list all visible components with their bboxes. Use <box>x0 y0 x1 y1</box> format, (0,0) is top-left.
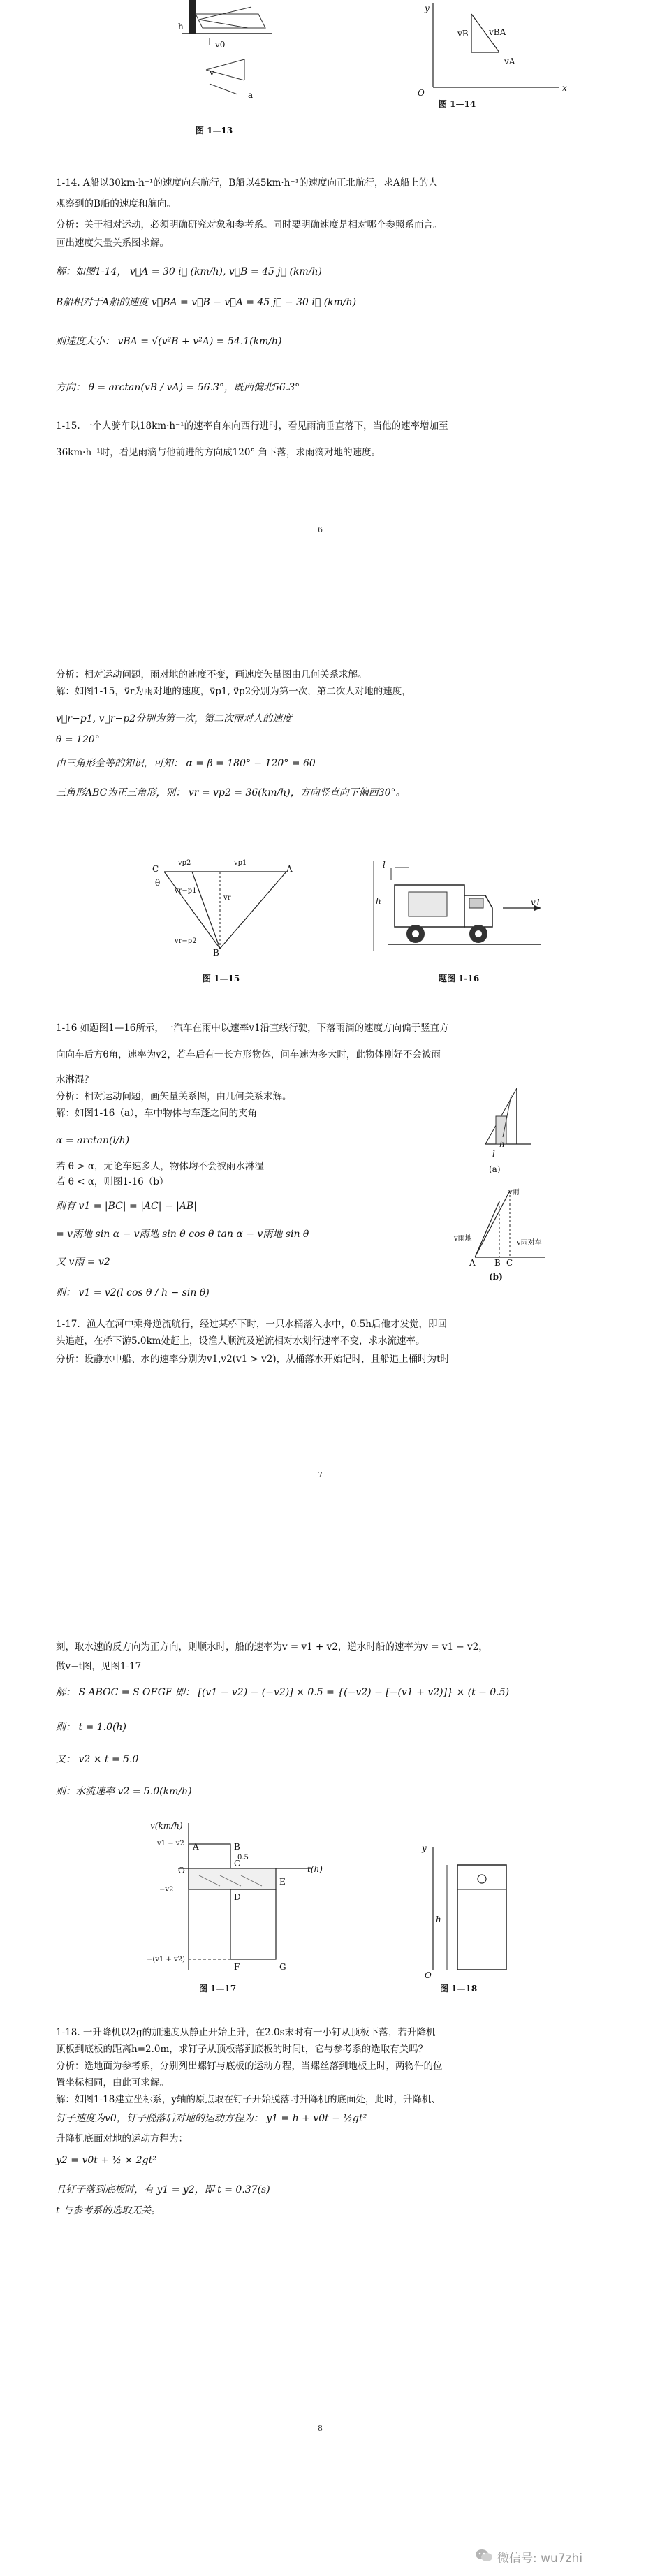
fig13-label-h: h <box>178 22 184 31</box>
p16-line6: α = arctan(l/h) <box>56 1135 130 1146</box>
fig18-origin: O <box>425 1970 432 1980</box>
p14-line1: 1-14. A船以30km·h⁻¹的速度向东航行，B船以45km·h⁻¹的速度向正北航行，求A船上的人 <box>56 177 438 189</box>
p16-line8: 若 θ < α，则图1-16（b） <box>56 1176 169 1187</box>
fig16-label-l: l <box>383 860 386 870</box>
fig15-label-A: A <box>286 864 293 874</box>
fig17-label-E: E <box>279 1877 286 1887</box>
p16-line4: 分析：相对运动问题，画矢量关系图，由几何关系求解。 <box>56 1091 292 1102</box>
fig17-label-B: B <box>234 1842 240 1852</box>
fig17-caption: 图 1—17 <box>199 1984 237 1993</box>
p16-line15: 分析：设静水中船、水的速率分别为v1,v2(v1 > v2)，从桶落水开始记时，且船追上桶时为t时 <box>56 1354 450 1365</box>
p18-line3: 分析：选地面为参考系，分别列出螺钉与底板的运动方程，当螺丝落到地板上时，两物件的位 <box>56 2061 443 2072</box>
fig17-label-C: C <box>234 1859 241 1868</box>
p15b-line1: 分析：相对运动问题，雨对地的速度不变，画速度矢量图由几何关系求解。 <box>56 669 367 680</box>
p18-line9: 且钉子落到底板时，有 y1 = y2，即 t = 0.37(s) <box>56 2184 270 2195</box>
fig15-caption: 图 1—15 <box>203 974 240 983</box>
p14-line5: 解：如图1-14， v⃗A = 30 i⃗ (km/h), v⃗B = 45 j⃗ (km/h) <box>56 266 322 277</box>
p16-line7: 若 θ > α，无论车速多大，物体均不会被雨水淋湿 <box>56 1161 264 1172</box>
page-number-8: 8 <box>318 2424 323 2433</box>
p18-line8: y2 = v0t + ½ × 2gt² <box>56 2155 156 2166</box>
fig14-label-va: vA <box>504 57 515 66</box>
p15-line2: 36km·h⁻¹时，看见雨滴与他前进的方向成120° 角下落，求雨滴对地的速度。 <box>56 447 381 458</box>
p14-line6: B船相对于A船的速度 v⃗BA = v⃗B − v⃗A = 45 j⃗ − 30 i⃗ (km/h) <box>56 297 357 308</box>
fig16-label-h: h <box>376 896 381 906</box>
p17-line6: 则：水流速率 v2 = 5.0(km/h) <box>56 1786 192 1797</box>
fig17-label-t05: 0.5 <box>237 1854 249 1861</box>
figure-1-16a <box>475 1081 538 1158</box>
p18-line6: 钉子速度为v0，钉子脱落后对地的运动方程为： y1 = h + v0t − ½gt² <box>56 2113 367 2124</box>
fig16b-label-vcar: v雨地 <box>454 1235 472 1243</box>
p16-line2: 向向车后方θ角，速率为v2，若车后有一长方形物体，问车速为多大时，此物体刚好不会被雨 <box>56 1049 441 1060</box>
fig15-label-B: B <box>213 948 219 958</box>
fig18-label-h: h <box>436 1915 441 1924</box>
watermark: 微信号: wu7zhi <box>497 2552 583 2566</box>
fig16b-label-vraincar: v雨对车 <box>517 1239 542 1247</box>
fig15-label-C: C <box>152 864 159 874</box>
p15b-line6: 三角形ABC为正三角形，则： vr = vp2 = 36(km/h)，方向竖直向下偏西30°。 <box>56 787 406 798</box>
p16-line10: = v雨地 sin α − v雨地 sin θ cos θ tan α − v雨地 sin θ <box>56 1229 309 1240</box>
fig16a-label-l: l <box>492 1149 495 1159</box>
fig17-axis-y: v(km/h) <box>150 1821 183 1831</box>
p16-line11: 又 v雨 = v2 <box>56 1257 110 1268</box>
fig14-label-vb: vB <box>457 29 469 38</box>
fig18-caption: 图 1—18 <box>440 1984 478 1993</box>
p14-line4: 画出速度矢量关系图求解。 <box>56 237 169 249</box>
fig13-label-a: a <box>248 90 254 100</box>
p17-line1: 刻，取水速的反方向为正方向，则顺水时，船的速率为v = v1 + v2，逆水时船的速率为v = v1 − v2， <box>56 1641 488 1653</box>
p16-line5: 解：如图1-16（a），车中物体与车蓬之间的夹角 <box>56 1108 258 1119</box>
fig15-label-vrp1: vr−p1 <box>175 887 197 895</box>
fig14-origin: O <box>418 88 425 98</box>
fig15-label-vp1: vp1 <box>234 859 247 867</box>
figure-1-15 <box>143 858 304 969</box>
fig16a-caption: (a) <box>489 1164 501 1174</box>
fig17-label-O: O <box>178 1866 185 1875</box>
wechat-icon <box>475 2548 493 2563</box>
fig15-label-vr: vr <box>223 894 231 902</box>
p15-line1: 1-15. 一个人骑车以18km·h⁻¹的速率自东向西行进时，看见雨滴垂直落下，当他的速率增加至 <box>56 420 448 432</box>
p17-line2: 做v−t图，见图1-17 <box>56 1661 142 1672</box>
page-number-7: 7 <box>318 1470 323 1479</box>
p16-line12: 则： v1 = v2(l cos θ / h − sin θ) <box>56 1287 210 1298</box>
p14-line8: 方向： θ = arctan(vB / vA) = 56.3°，既西偏北56.3° <box>56 382 300 393</box>
p18-line7: 升降机底面对地的运动方程为： <box>56 2133 188 2144</box>
p18-line5: 解：如图1-18建立坐标系，y轴的原点取在钉子开始脱落时升降机的底面处，此时，升降机、 <box>56 2094 441 2105</box>
p17-line3: 解： S ABOC = S OEGF 即： [(v1 − v2) − (−v2)] × 0.5 = {(−v2) − [−(v1 + v2)]} × (t − 0.5) <box>56 1687 510 1698</box>
fig15-label-theta: θ <box>155 878 161 888</box>
p18-line1: 1-18. 一升降机以2g的加速度从静止开始上升，在2.0s末时有一小钉从顶板下落，若升降机 <box>56 2027 436 2038</box>
figure-1-16-truck <box>367 854 548 958</box>
p16-line13: 1-17．渔人在河中乘舟逆流航行，经过某桥下时，一只水桶落入水中，0.5h后他才发觉，即回 <box>56 1319 447 1330</box>
figure-1-14 <box>419 0 573 98</box>
fig16b-label-B: B <box>494 1258 501 1268</box>
fig17-label-A: A <box>193 1842 199 1852</box>
fig16b-caption: (b) <box>489 1272 503 1282</box>
p15b-line3: v⃗r−p1, v⃗r−p2分别为第一次，第二次雨对人的速度 <box>56 713 293 724</box>
p16-line1: 1-16 如题图1—16所示，一汽车在雨中以速率v1沿直线行驶，下落雨滴的速度方向偏于竖直方 <box>56 1023 449 1034</box>
fig14-axis-x: x <box>562 83 567 93</box>
fig15-label-vrp2: vr−p2 <box>175 937 197 945</box>
figure-1-18 <box>419 1844 517 1977</box>
fig16b-label-A: A <box>469 1258 476 1268</box>
fig16-label-v1: v1 <box>531 898 541 907</box>
fig18-axis-y: y <box>422 1843 427 1853</box>
fig13-caption: 图 1—13 <box>196 126 233 136</box>
p15b-line4: θ = 120° <box>56 734 100 745</box>
p17-line5: 又： v2 × t = 5.0 <box>56 1754 139 1765</box>
fig14-axis-y: y <box>425 3 430 13</box>
fig13-label-va: v <box>210 68 214 78</box>
p14-line3: 分析：关于相对运动，必须明确研究对象和参考系。同时要明确速度是相对哪个参照系而言。 <box>56 219 443 230</box>
p18-line4: 置坐标相同，由此可求解。 <box>56 2077 169 2088</box>
fig17-label-D: D <box>234 1892 241 1902</box>
page-number-6: 6 <box>318 525 323 534</box>
p16-line14: 头追赶，在桥下游5.0km处赶上，设渔人顺流及逆流相对水划行速率不变，求水流速率。 <box>56 1335 425 1347</box>
fig15-label-vp2: vp2 <box>178 859 191 867</box>
fig17-label-v1v2: v1 − v2 <box>157 1840 184 1847</box>
fig17-label-mv2: −v2 <box>159 1886 174 1894</box>
p18-line10: t 与参考系的选取无关。 <box>56 2205 161 2216</box>
p16-line9: 则有 v1 = |BC| = |AC| − |AB| <box>56 1201 197 1212</box>
p15b-line2: 解：如图1-15，v⃗r为雨对地的速度，v⃗p1, v⃗p2分别为第一次，第二次人对地的速度， <box>56 686 411 697</box>
fig16a-label-h: h <box>499 1139 505 1149</box>
figure-1-13 <box>168 0 307 105</box>
p14-line7: 则速度大小： vBA = √(v²B + v²A) = 54.1(km/h) <box>56 336 282 347</box>
fig16b-label-C: C <box>506 1258 513 1268</box>
p17-line4: 则： t = 1.0(h) <box>56 1722 126 1733</box>
fig14-label-vba: vBA <box>489 27 506 37</box>
fig16-caption: 题图 1-16 <box>439 974 480 983</box>
p15b-line5: 由三角形全等的知识，可知： α = β = 180° − 120° = 60 <box>56 758 316 769</box>
fig13-label-v0: v0 <box>215 40 226 50</box>
fig17-label-G: G <box>279 1962 286 1972</box>
fig14-caption: 图 1—14 <box>439 99 476 109</box>
fig17-axis-x: t(h) <box>307 1864 323 1874</box>
p18-line2: 顶板到底板的距离h=2.0m，求钉子从顶板落到底板的时间t，它与参考系的选取有关吗？ <box>56 2044 428 2055</box>
fig16b-label-vrain: v雨 <box>508 1189 520 1196</box>
fig17-label-F: F <box>234 1962 240 1972</box>
p14-line2: 观察到的B船的速度和航向。 <box>56 198 176 210</box>
p16-line3: 水淋湿？ <box>56 1074 94 1085</box>
fig17-label-sum: −(v1 + v2) <box>147 1956 185 1963</box>
